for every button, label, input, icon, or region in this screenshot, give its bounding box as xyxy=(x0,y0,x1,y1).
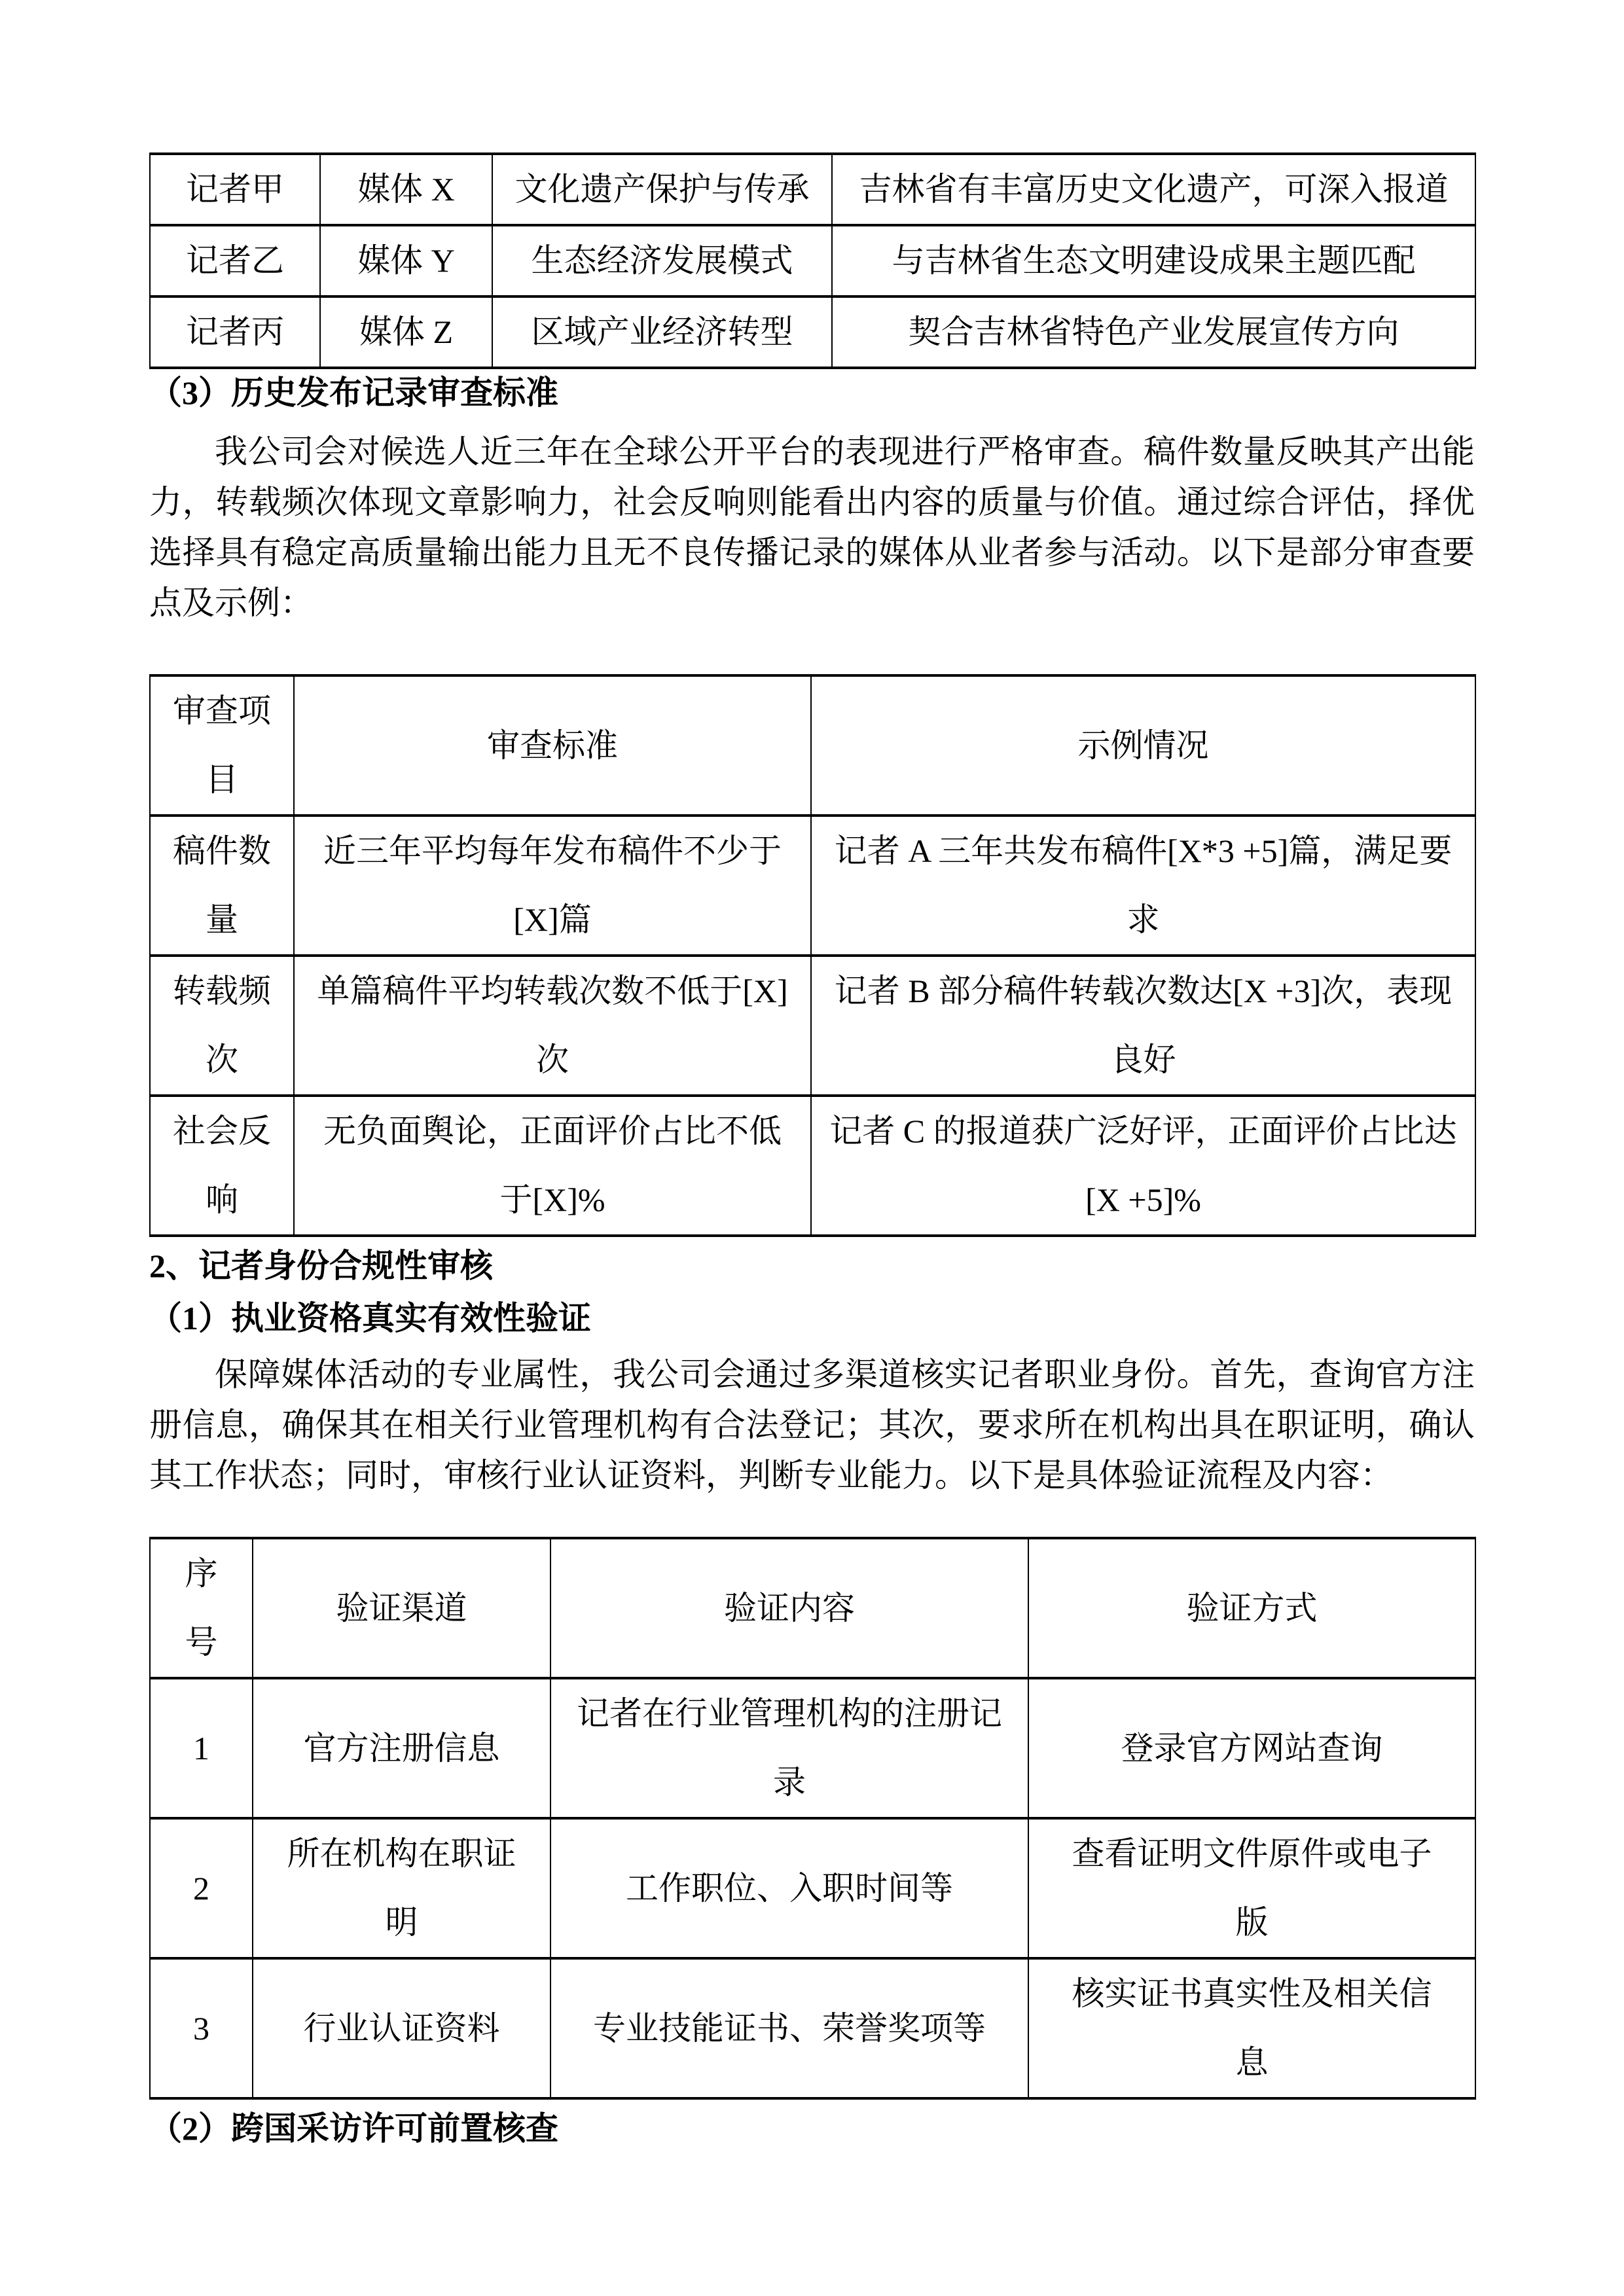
table-cell: 1 xyxy=(150,1678,253,1818)
table-row xyxy=(150,816,1475,956)
section-heading-identity-review: 2、记者身份合规性审核 xyxy=(149,1247,493,1284)
table-cell: 记者 A 三年共发布稿件[X*3 +5]篇，满足要求 xyxy=(811,816,1475,956)
table-cell: 记者 B 部分稿件转载次数达[X +3]次，表现良好 xyxy=(811,956,1475,1096)
table-cell: 3 xyxy=(150,1958,253,2098)
table-cell: 媒体 Y xyxy=(320,225,492,296)
table-cell: 记者 C 的报道获广泛好评，正面评价占比达[X +5]% xyxy=(811,1096,1475,1236)
body-paragraph-history-review: 我公司会对候选人近三年在全球公开平台的表现进行严格审查。稿件数量反映其产出能力，转载频次体现文章影响力，社会反响则能看出内容的质量与价值。通过综合评估，择优选择具有稳定高质量输出能力且无不良传播记录的媒体从业者参与活动。以下是部分审查要点及示例： xyxy=(149,433,1475,621)
table-header-cell: 审查标准 xyxy=(294,675,811,816)
table-cell: 2 xyxy=(150,1818,253,1958)
table-header-row xyxy=(150,675,1475,816)
table-cell: 核实证书真实性及相关信息 xyxy=(1028,1958,1475,2098)
table-cell: 登录官方网站查询 xyxy=(1028,1678,1475,1818)
table-cell: 社会反响 xyxy=(150,1096,294,1236)
section-heading-history-review: （3）历史发布记录审查标准 xyxy=(149,374,558,411)
table-cell: 近三年平均每年发布稿件不少于[X]篇 xyxy=(294,816,811,956)
table-header-cell: 审查项目 xyxy=(150,675,294,816)
candidate-topic-table xyxy=(149,152,1476,369)
table-cell: 生态经济发展模式 xyxy=(492,225,832,296)
table-cell: 工作职位、入职时间等 xyxy=(550,1818,1028,1958)
table-header-cell: 验证内容 xyxy=(550,1538,1028,1678)
table-cell: 单篇稿件平均转载次数不低于[X]次 xyxy=(294,956,811,1096)
table-row xyxy=(150,225,1475,296)
table-cell: 转载频次 xyxy=(150,956,294,1096)
table-cell: 官方注册信息 xyxy=(253,1678,550,1818)
table-cell: 记者乙 xyxy=(150,225,320,296)
table-cell: 记者丙 xyxy=(150,296,320,368)
table-cell: 吉林省有丰富历史文化遗产，可深入报道 xyxy=(832,154,1475,225)
table-cell: 媒体 Z xyxy=(320,296,492,368)
body-paragraph-credential-verification: 保障媒体活动的专业属性，我公司会通过多渠道核实记者职业身份。首先，查询官方注册信息，确保其在相关行业管理机构有合法登记；其次，要求所在机构出具在职证明，确认其工作状态；同时，审核行业认证资料，判断专业能力。以下是具体验证流程及内容： xyxy=(149,1356,1475,1494)
table-cell: 所在机构在职证明 xyxy=(253,1818,550,1958)
table-cell: 行业认证资料 xyxy=(253,1958,550,2098)
table-cell: 查看证明文件原件或电子版 xyxy=(1028,1818,1475,1958)
table-cell: 专业技能证书、荣誉奖项等 xyxy=(550,1958,1028,2098)
identity-verification-table xyxy=(149,1537,1476,2100)
table-cell: 契合吉林省特色产业发展宣传方向 xyxy=(832,296,1475,368)
table-row xyxy=(150,1958,1475,2098)
table-cell: 稿件数量 xyxy=(150,816,294,956)
table-header-row xyxy=(150,1538,1475,1678)
table-row xyxy=(150,296,1475,368)
table-cell: 文化遗产保护与传承 xyxy=(492,154,832,225)
table-header-cell: 验证方式 xyxy=(1028,1538,1475,1678)
table-row xyxy=(150,154,1475,225)
table-header-cell: 验证渠道 xyxy=(253,1538,550,1678)
table-header-cell: 序号 xyxy=(150,1538,253,1678)
table-header-cell: 示例情况 xyxy=(811,675,1475,816)
table-row xyxy=(150,1096,1475,1236)
section-heading-credential-verification: （1）执业资格真实有效性验证 xyxy=(149,1300,591,1336)
table-row xyxy=(150,1818,1475,1958)
table-cell: 媒体 X xyxy=(320,154,492,225)
table-cell: 与吉林省生态文明建设成果主题匹配 xyxy=(832,225,1475,296)
table-row xyxy=(150,956,1475,1096)
history-review-table xyxy=(149,674,1476,1237)
table-row xyxy=(150,1678,1475,1818)
table-cell: 区域产业经济转型 xyxy=(492,296,832,368)
section-heading-crossborder-interview-check: （2）跨国采访许可前置核查 xyxy=(149,2110,558,2147)
table-cell: 记者甲 xyxy=(150,154,320,225)
table-cell: 记者在行业管理机构的注册记录 xyxy=(550,1678,1028,1818)
table-cell: 无负面舆论，正面评价占比不低于[X]% xyxy=(294,1096,811,1236)
